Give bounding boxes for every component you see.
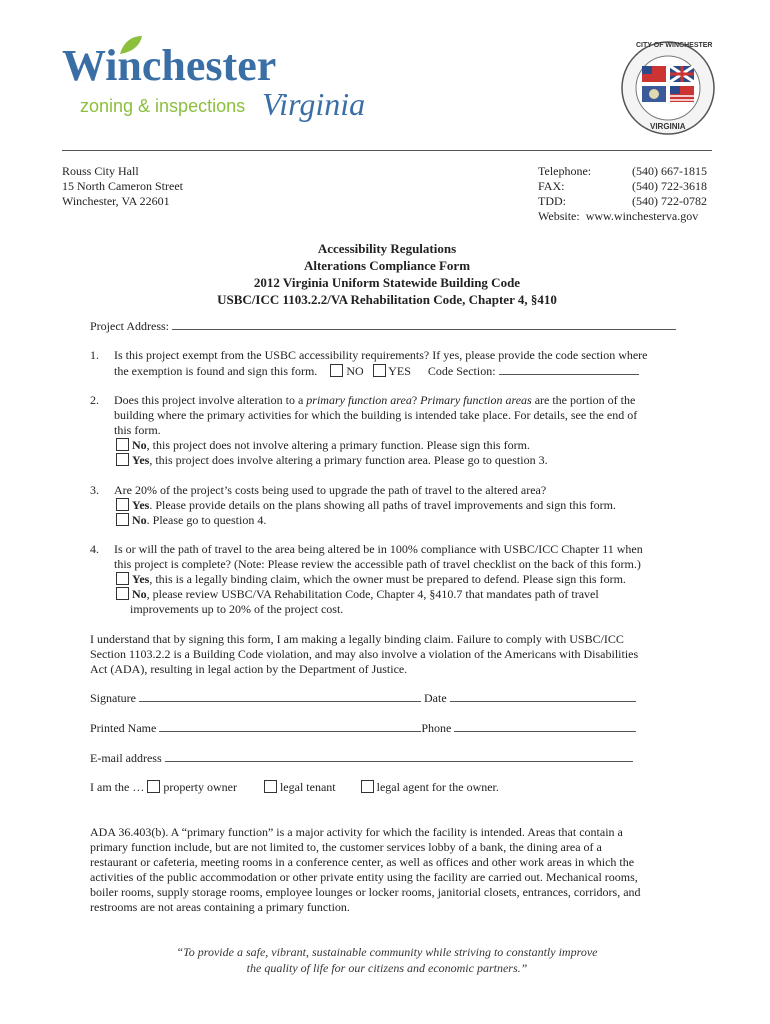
q1-yes-checkbox[interactable] — [373, 364, 386, 377]
ada-line: ADA 36.403(b). A “primary function” is a major activity for which the facility is intended. Areas that contain a — [90, 825, 623, 839]
q3-yes-text: . Please provide details on the plans showing all paths of travel improvements and sign this form. — [149, 498, 616, 512]
q2-yes-label: Yes — [132, 453, 150, 467]
contact-block — [538, 164, 707, 224]
email-label: E-mail address — [90, 751, 162, 765]
q1-yes-label: YES — [388, 364, 411, 378]
fax-value: (540) 722-3618 — [632, 179, 707, 193]
q1-code-section-label: Code Section: — [427, 364, 496, 378]
heading-line: 2012 Virginia Uniform Statewide Building Code — [253, 275, 521, 290]
header-rule — [62, 150, 712, 151]
question-4 — [90, 542, 700, 617]
tdd-value: (540) 722-0782 — [632, 194, 707, 208]
email-row — [90, 750, 633, 766]
telephone-value: (540) 667-1815 — [632, 164, 707, 178]
ada-line: restaurant or cafeteria, meeting rooms in a conference center, as well as offices and other work areas in which the — [90, 855, 635, 869]
q3-no-text: . Please go to question 4. — [146, 513, 267, 527]
printed-name-row — [90, 720, 636, 736]
q4-no-label: No — [132, 587, 147, 601]
quote-line: the quality of life for our citizens and economic partners.” — [246, 961, 528, 975]
question-text: Is this project exempt from the USBC accessibility requirements? If yes, please provide the code section where — [114, 348, 648, 362]
legal-statement — [90, 632, 710, 677]
question-text: Is or will the path of travel to the area being altered be in 100% compliance with USBC/ICC Chapter 11 when — [114, 542, 643, 556]
question-text: Are 20% of the project’s costs being used to upgrade the path of travel to the altered area? — [114, 483, 547, 497]
question-number: 3. — [90, 483, 99, 497]
printed-name-label: Printed Name — [90, 721, 157, 735]
q1-no-checkbox[interactable] — [330, 364, 343, 377]
mission-quote — [62, 944, 712, 976]
fax-label: FAX: — [538, 179, 565, 193]
question-text: the exemption is found and sign this form. — [114, 364, 318, 378]
role-prefix: I am the … — [90, 780, 145, 794]
signature-row — [90, 690, 636, 706]
quote-line: “To provide a safe, vibrant, sustainable community while striving to constantly improve — [176, 945, 598, 959]
ada-line: boiler rooms, supply storage rooms, employee lounges or locker rooms, janitorial closets, entrances, corridors, and — [90, 885, 641, 899]
q4-yes-text: , this is a legally binding claim, which the owner must be prepared to defend. Please sign this form. — [149, 572, 626, 586]
q4-no-text: , please review USBC/VA Rehabilitation Code, Chapter 4, §410.7 that mandates path of travel — [146, 587, 599, 601]
ada-line: activities of the public accommodation or other private entity using the facility are carried out. Mechanical rooms, — [90, 870, 638, 884]
ada-line: restrooms are not areas containing a primary function. — [90, 900, 350, 914]
question-3 — [90, 483, 700, 528]
date-label: Date — [424, 691, 447, 705]
address-line: Winchester, VA 22601 — [62, 194, 170, 208]
q4-yes-checkbox[interactable] — [116, 572, 129, 585]
q2-no-checkbox[interactable] — [116, 438, 129, 451]
project-address-field[interactable] — [172, 318, 676, 330]
website-label: Website: — [538, 209, 580, 223]
statement-line: Section 1103.2.2 is a Building Code violation, and may also involve a violation of the Americans with Disabilities — [90, 647, 639, 661]
question-number: 4. — [90, 542, 99, 556]
heading-line: Alterations Compliance Form — [303, 258, 471, 273]
project-address-row — [90, 318, 676, 334]
agent-label: legal agent for the owner. — [376, 780, 499, 794]
heading-line: Accessibility Regulations — [317, 241, 457, 256]
question-text-emphasis: Primary function areas — [420, 393, 532, 407]
printed-name-field[interactable] — [159, 720, 421, 732]
seal-top-text: CITY OF WINCHESTER — [636, 42, 713, 49]
seal-bottom-text: VIRGINIA — [650, 122, 686, 131]
role-row — [90, 780, 499, 795]
signature-field[interactable] — [139, 690, 421, 702]
logo-script: Virginia — [262, 86, 366, 122]
tenant-checkbox[interactable] — [264, 780, 277, 793]
q3-yes-checkbox[interactable] — [116, 498, 129, 511]
tdd-label: TDD: — [538, 194, 566, 208]
address-block — [62, 164, 183, 209]
ada-line: primary function include, but are not limited to, the customer services lobby of a bank, the dining area of a — [90, 840, 602, 854]
ada-definition — [90, 825, 710, 915]
question-text: ? — [411, 393, 421, 407]
address-line: Rouss City Hall — [62, 164, 139, 178]
question-1 — [90, 348, 700, 379]
question-text-emphasis: primary function area — [306, 393, 412, 407]
signature-label: Signature — [90, 691, 136, 705]
q4-no-checkbox[interactable] — [116, 587, 129, 600]
q2-no-text: , this project does not involve altering a primary function. Please sign this form. — [146, 438, 530, 452]
date-field[interactable] — [450, 690, 636, 702]
website-link[interactable]: www.winchesterva.gov — [585, 209, 699, 223]
q2-yes-checkbox[interactable] — [116, 453, 129, 466]
telephone-label: Telephone: — [538, 164, 592, 178]
email-field[interactable] — [165, 750, 633, 762]
heading-line: USBC/ICC 1103.2.2/VA Rehabilitation Code, Chapter 4, §410 — [217, 292, 557, 307]
phone-field[interactable] — [454, 720, 636, 732]
q3-yes-label: Yes — [132, 498, 150, 512]
question-text: building where the primary activities for which the building is intended take place. For details, see the end of — [114, 408, 638, 422]
q2-no-label: No — [132, 438, 147, 452]
statement-line: I understand that by signing this form, I am making a legally binding claim. Failure to comply with USBC/ICC — [90, 632, 624, 646]
q3-no-label: No — [132, 513, 147, 527]
question-number: 2. — [90, 393, 99, 407]
question-2 — [90, 393, 700, 468]
q4-yes-label: Yes — [132, 572, 150, 586]
statement-line: Act (ADA), resulting in legal action by the Department of Justice. — [90, 662, 408, 676]
agent-checkbox[interactable] — [361, 780, 374, 793]
owner-checkbox[interactable] — [147, 780, 160, 793]
question-text: are the portion of the — [531, 393, 636, 407]
phone-label: Phone — [421, 721, 452, 735]
q4-no-text: improvements up to 20% of the project cost. — [130, 602, 344, 616]
q2-yes-text: , this project does involve altering a primary function area. Please go to question 3. — [149, 453, 548, 467]
question-number: 1. — [90, 348, 99, 362]
form-heading — [62, 240, 712, 308]
logo-subtitle: zoning & inspections — [80, 96, 246, 116]
logo-title: Winchester — [62, 41, 277, 90]
q1-code-section-field[interactable] — [499, 363, 639, 375]
project-address-label: Project Address: — [90, 319, 169, 333]
question-text: this project is complete? (Note: Please review the accessible path of travel checklist on the back of this form.) — [114, 557, 641, 571]
question-text: this form. — [114, 423, 161, 437]
owner-label: property owner — [163, 780, 237, 794]
question-text: Does this project involve alteration to a — [114, 393, 307, 407]
q1-no-label: NO — [346, 364, 364, 378]
address-line: 15 North Cameron Street — [62, 179, 183, 193]
tenant-label: legal tenant — [279, 780, 336, 794]
q3-no-checkbox[interactable] — [116, 513, 129, 526]
